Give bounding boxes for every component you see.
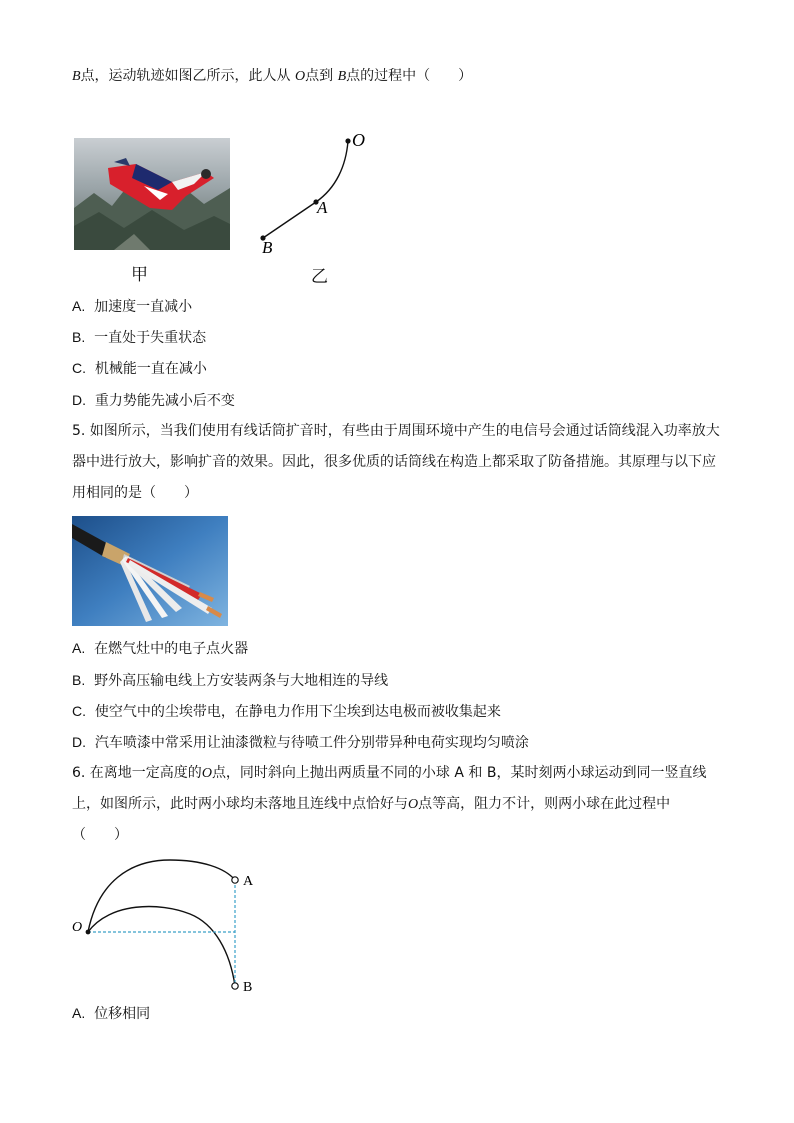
option-text: 使空气中的尘埃带电，在静电力作用下尘埃到达电极而被收集起来 <box>94 704 501 720</box>
option-letter: B. <box>72 672 86 688</box>
option-text: 机械能一直在减小 <box>94 361 207 377</box>
wingsuit-photo <box>74 138 230 250</box>
stem-text: 6. 在离地一定高度的 <box>72 765 202 781</box>
q6-option-a <box>72 1003 150 1024</box>
option-letter: A. <box>72 1005 86 1021</box>
trajectory-diagram <box>250 126 380 261</box>
stem-text: 点，同时斜向上抛出两质量不同的小球 A 和 B，某时刻两小球运动到同一竖直线 <box>211 765 707 781</box>
point-label: O <box>201 766 212 781</box>
stem-text: 上，如图所示，此时两小球均未落地且连线中点恰好与 <box>72 796 408 812</box>
q4-option-b <box>72 327 206 348</box>
stem-text: 点到 <box>305 68 338 84</box>
launch-point-dot <box>86 930 91 935</box>
option-letter: D. <box>72 392 86 408</box>
label-o: O <box>352 130 365 150</box>
point-label: B <box>337 69 347 84</box>
option-text: 野外高压输电线上方安装两条与大地相连的导线 <box>94 673 389 689</box>
stem-text: 点等高，阻力不计，则两小球在此过程中 <box>418 796 671 812</box>
option-letter: A. <box>72 298 86 314</box>
label-b: B <box>243 980 253 995</box>
point-o-dot <box>345 138 350 143</box>
q5-option-b <box>72 670 388 691</box>
q5-option-a <box>72 638 248 659</box>
ball-b <box>232 983 238 989</box>
option-letter: C. <box>72 360 86 376</box>
option-letter: D. <box>72 734 86 750</box>
caption-jia: 甲 <box>131 265 148 285</box>
option-letter: C. <box>72 703 86 719</box>
q4-option-c <box>72 358 207 379</box>
trajectory-a <box>88 860 235 932</box>
q6-stem-line-2 <box>72 794 670 815</box>
q5-stem-line-3: 用相同的是（ ） <box>72 485 198 501</box>
label-a: A <box>243 874 254 889</box>
point-label: B <box>72 69 81 84</box>
q4-option-a <box>72 296 192 317</box>
stem-text: 点，运动轨迹如图乙所示，此人从 <box>80 68 296 84</box>
stem-text: 点的过程中（ ） <box>346 68 473 84</box>
q5-stem-line-1: 5. 如图所示，当我们使用有线话筒扩音时，有些由于周围环境中产生的电信号会通过话筒线混入功率放大 <box>72 423 720 439</box>
option-text: 一直处于失重状态 <box>94 330 207 346</box>
ball-a <box>232 877 238 883</box>
option-text: 加速度一直减小 <box>94 299 193 315</box>
caption-yi: 乙 <box>311 267 328 287</box>
q5-option-c <box>72 701 501 722</box>
option-letter: A. <box>72 640 86 656</box>
label-b: B <box>262 238 273 257</box>
shielded-cable-photo <box>72 516 228 626</box>
option-text: 在燃气灶中的电子点火器 <box>94 641 249 657</box>
q4-option-d <box>72 390 235 411</box>
projectile-diagram <box>70 852 270 1002</box>
point-label: O <box>408 797 419 812</box>
q6-stem-line-1 <box>72 763 706 784</box>
q5-stem-line-2: 器中进行放大，影响扩音的效果。因此，很多优质的话筒线在构造上都采取了防备措施。其原理与以下应 <box>72 454 716 470</box>
option-text: 汽车喷漆中常采用让油漆微粒与待喷工件分别带异种电荷实现均匀喷涂 <box>94 735 529 751</box>
option-text: 位移相同 <box>94 1006 151 1022</box>
label-a: A <box>317 198 328 217</box>
q5-option-d <box>72 732 529 753</box>
q4-stem-line <box>72 66 472 87</box>
point-label: O <box>295 69 306 84</box>
option-text: 重力势能先减小后不变 <box>94 393 235 409</box>
label-o: O <box>72 920 83 935</box>
option-letter: B. <box>72 329 86 345</box>
trajectory-b <box>88 907 235 986</box>
q6-stem-line-3: （ ） <box>72 827 128 843</box>
trajectory-curve <box>263 141 348 238</box>
